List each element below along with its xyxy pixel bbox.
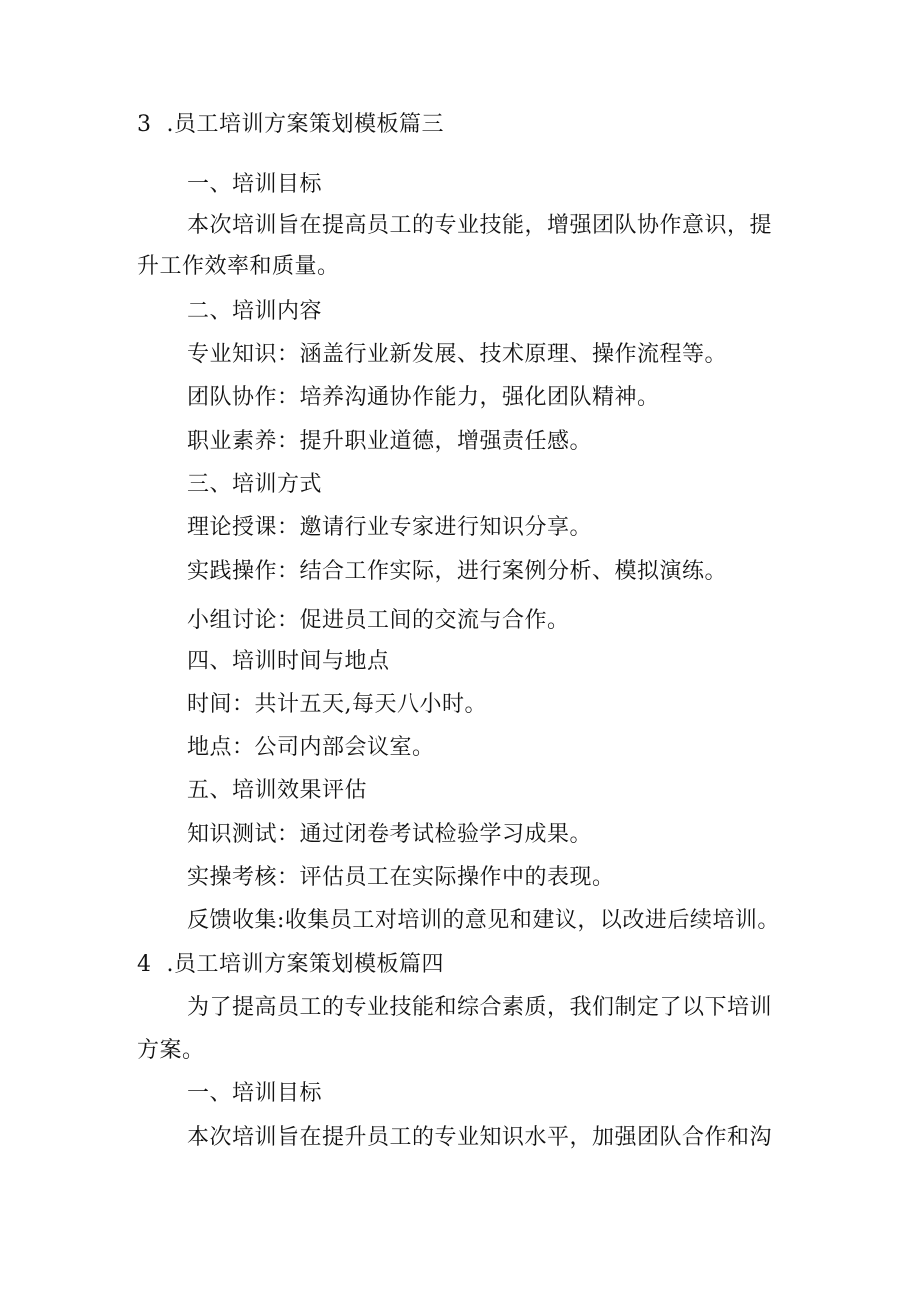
heading-training-evaluation: 五、培训效果评估: [187, 778, 368, 803]
section-3-title: 3 .员工培训方案策划模板篇三: [137, 112, 444, 137]
paragraph-line: 本次培训旨在提升员工的专业知识水平，加强团队合作和沟: [187, 1125, 773, 1150]
list-item: 实践操作：结合工作实际，进行案例分析、模拟演练。: [187, 559, 728, 584]
paragraph-line: 升工作效率和质量。: [137, 254, 340, 279]
list-item: 小组讨论：促进员工间的交流与合作。: [187, 608, 570, 633]
section-4-title: 4 .员工培训方案策划模板篇四: [137, 952, 444, 977]
list-item: 反馈收集:收集员工对培训的意见和建议，以改进后续培训。: [187, 908, 780, 933]
heading-training-method: 三、培训方式: [187, 472, 323, 497]
paragraph-line: 本次培训旨在提高员工的专业技能，增强团队协作意识，提: [187, 213, 773, 238]
list-item: 地点：公司内部会议室。: [187, 735, 435, 760]
heading-training-time-place: 四、培训时间与地点: [187, 649, 390, 674]
heading-training-goal: 一、培训目标: [187, 172, 323, 197]
list-item: 知识测试：通过闭卷考试检验学习成果。: [187, 822, 593, 847]
paragraph-line: 方案。: [137, 1038, 205, 1063]
heading-training-goal-2: 一、培训目标: [187, 1081, 323, 1106]
list-item: 理论授课：邀请行业专家进行知识分享。: [187, 515, 593, 540]
list-item: 时间：共计五天,每天八小时。: [187, 692, 487, 717]
heading-training-content: 二、培训内容: [187, 299, 323, 324]
paragraph-line: 为了提高员工的专业技能和综合素质，我们制定了以下培训: [187, 995, 773, 1020]
list-item: 实操考核：评估员工在实际操作中的表现。: [187, 865, 615, 890]
list-item: 团队协作：培养沟通协作能力，强化团队精神。: [187, 385, 660, 410]
list-item: 专业知识：涵盖行业新发展、技术原理、操作流程等。: [187, 342, 728, 367]
list-item: 职业素养：提升职业道德，增强责任感。: [187, 429, 593, 454]
